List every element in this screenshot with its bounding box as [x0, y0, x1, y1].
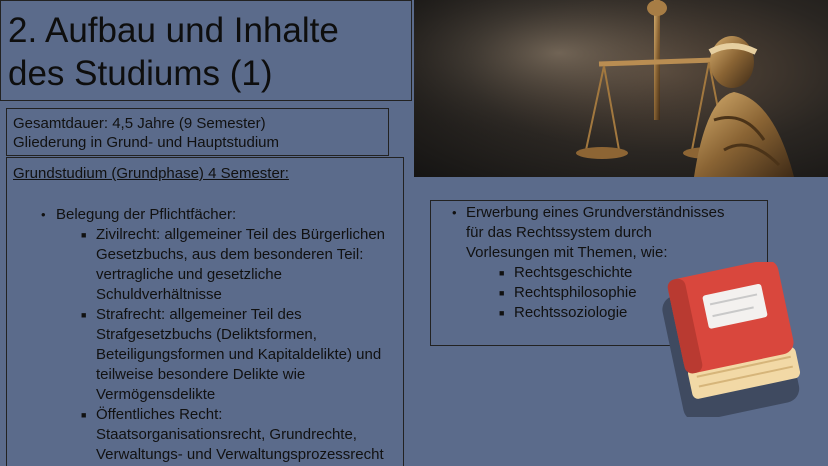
- bullet-icon: •: [452, 205, 457, 220]
- structure-text: Gliederung in Grund- und Hauptstudium: [13, 134, 279, 151]
- topic-label: Rechtsgeschichte: [514, 264, 633, 281]
- square-bullet-icon: ■: [81, 310, 87, 320]
- square-bullet-icon: ■: [499, 308, 505, 318]
- list-item: [452, 203, 767, 263]
- sub-list-item-line: Staatsorganisationsrecht, Grundrechte,: [96, 426, 357, 443]
- sub-list-item-line: vertragliche und gesetzliche: [96, 266, 282, 283]
- justitia-statue-photo: [414, 0, 828, 177]
- duration-info-box: [6, 108, 389, 156]
- sub-list-item-oeffentliches-recht: [13, 405, 403, 465]
- sub-list-item-zivilrecht: [13, 225, 403, 305]
- grundstudium-heading: Grundstudium (Grundphase) 4 Semester:: [13, 165, 289, 182]
- grundstudium-box: [6, 157, 404, 466]
- sub-list-item-line: Schuldverhältnisse: [96, 286, 222, 303]
- sub-list-item-line: Verwaltungs- und Verwaltungsprozessrecht: [96, 446, 384, 463]
- list-item-line: für das Rechtssystem durch: [466, 224, 652, 241]
- square-bullet-icon: ■: [81, 230, 87, 240]
- title-line-2: des Studiums (1): [8, 54, 273, 93]
- list-item: [13, 205, 403, 225]
- list-item-line: Vorlesungen mit Themen, wie:: [466, 244, 668, 261]
- slide-title: [0, 0, 412, 101]
- list-item-text: Belegung der Pflichtfächer:: [56, 206, 237, 223]
- square-bullet-icon: ■: [81, 410, 87, 420]
- sub-list-item-line: Strafrecht: allgemeiner Teil des: [96, 306, 302, 323]
- sub-list-item-line: Vermögensdelikte: [96, 386, 216, 403]
- sub-list-item-strafrecht: [13, 305, 403, 405]
- sub-list-item-line: Strafgesetzbuchs (Deliktsformen,: [96, 326, 317, 343]
- bullet-icon: •: [41, 207, 46, 222]
- topic-label: Rechtssoziologie: [514, 304, 628, 321]
- book-icon: [660, 262, 810, 417]
- list-item-line: Erwerbung eines Grundverständnisses: [466, 204, 725, 221]
- sub-list-item-line: Gesetzbuchs, aus dem besonderen Teil:: [96, 246, 364, 263]
- sub-list-item-line: Beteiligungsformen und Kapitaldelikte) und: [96, 346, 382, 363]
- duration-text: Gesamtdauer: 4,5 Jahre (9 Semester): [13, 115, 266, 132]
- sub-list-item-line: Zivilrecht: allgemeiner Teil des Bürgerlichen: [96, 226, 386, 243]
- square-bullet-icon: ■: [499, 268, 505, 278]
- title-line-1: 2. Aufbau und Inhalte: [8, 11, 339, 50]
- sub-list-item-line: teilweise besondere Delikte wie: [96, 366, 306, 383]
- sub-list-item-line: Öffentliches Recht:: [96, 406, 223, 423]
- topic-label: Rechtsphilosophie: [514, 284, 637, 301]
- square-bullet-icon: ■: [499, 288, 505, 298]
